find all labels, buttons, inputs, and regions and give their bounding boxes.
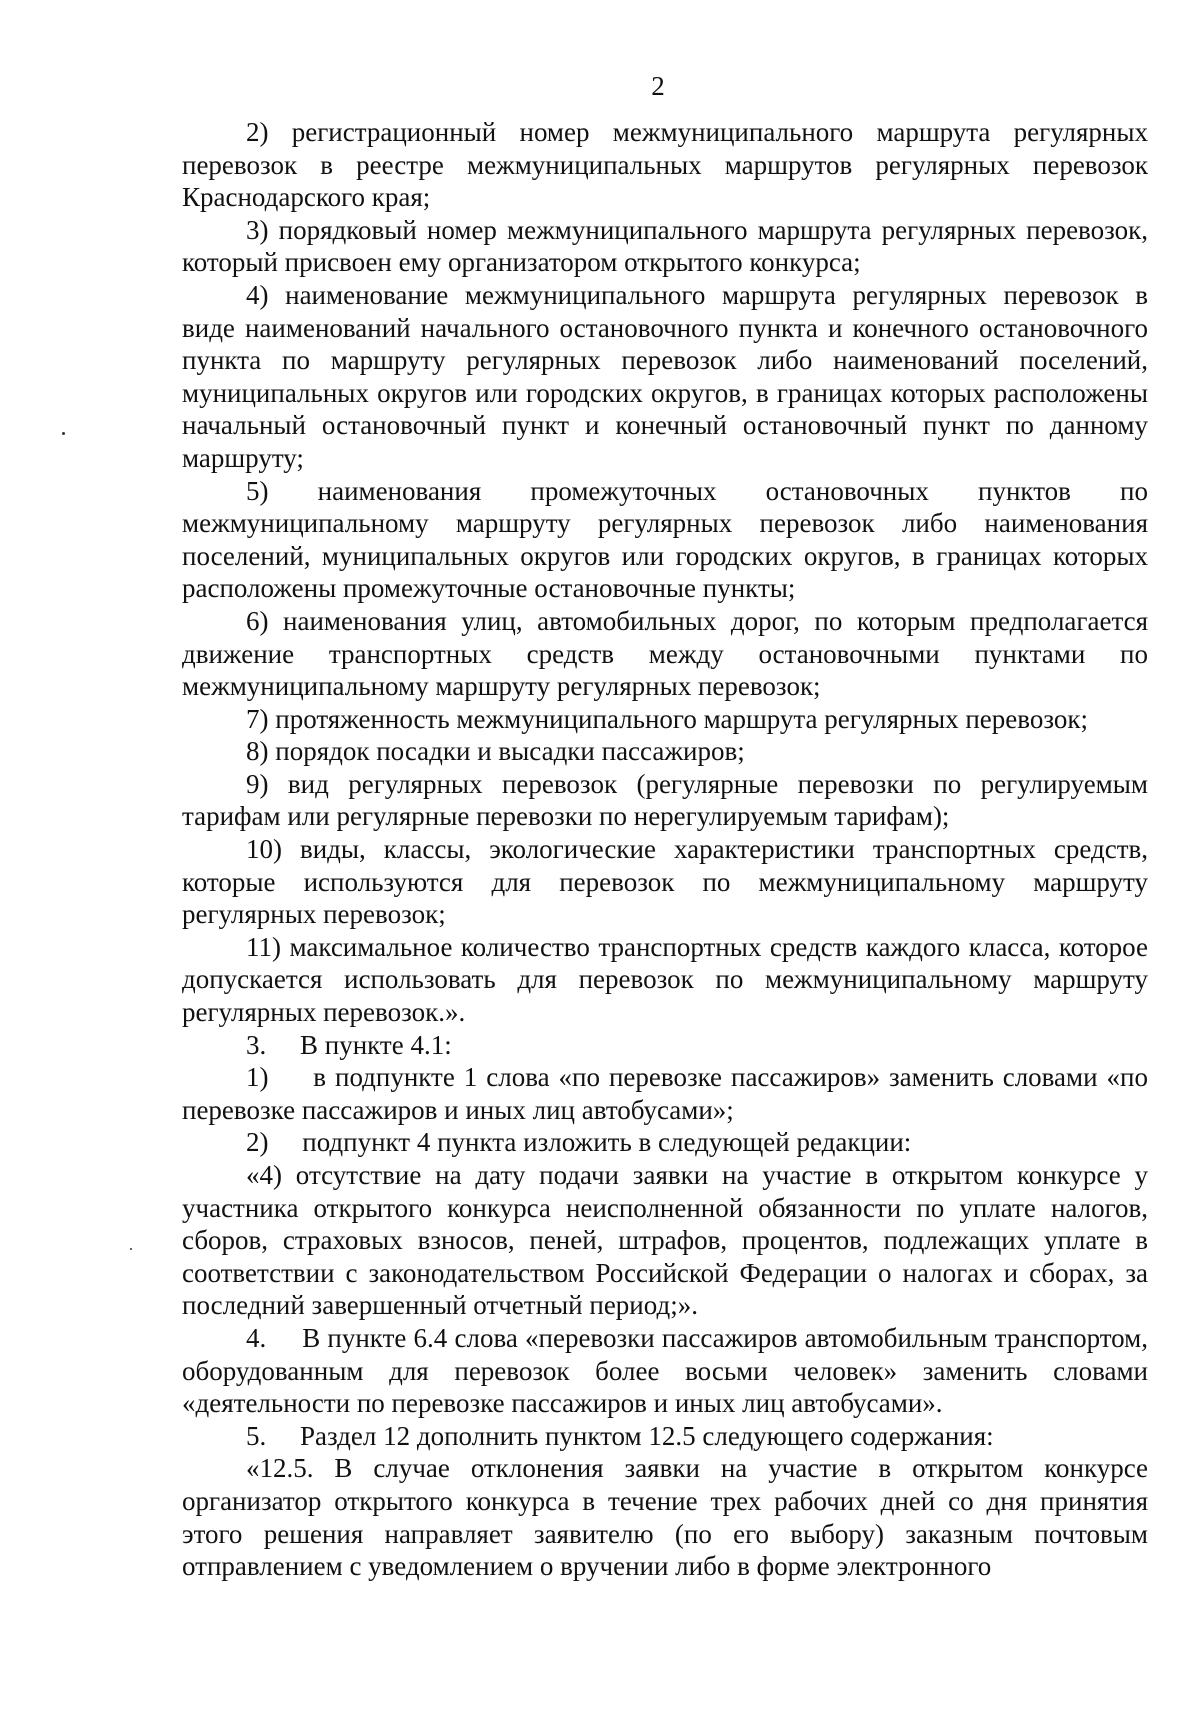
scan-speck xyxy=(130,1248,132,1250)
quoted-subpoint-4: «4) отсутствие на дату подачи заявки на участие в открытом конкурсе у участника открытого конкурса неисполненной обязанности по уплате налогов, сборов, страховых взносов, пеней, штрафов, процентов, подлежащих уплате в соответствии с законодательством Российской Федерации о налогах и сборах, за последний завершенный отчетный период;». xyxy=(182,1160,1148,1321)
scan-speck xyxy=(62,432,65,435)
paragraph-item-9: 9) вид регулярных перевозок (регулярные перевозки по регулируемым тарифам или регулярные перевозки по нерегулируемым тарифам); xyxy=(182,768,1148,832)
quoted-point-12-5: «12.5. В случае отклонения заявки на участие в открытом конкурсе организатор открытого конкурса в течение трех рабочих дней со дня принятия этого решения направляет заявителю (по его выбору) заказным почтовым отправлением с уведомлением о вручении либо в форме электронного xyxy=(182,1453,1148,1582)
paragraph-item-11: 11) максимальное количество транспортных средств каждого класса, которое допускается использовать для перевозок по межмуниципальному маршруту регулярных перевозок.». xyxy=(182,931,1148,1028)
section-5-heading: 5. Раздел 12 дополнить пунктом 12.5 следующего содержания: xyxy=(246,1420,994,1451)
section-3-heading: 3. В пункте 4.1: xyxy=(246,1029,452,1060)
paragraph-item-6: 6) наименования улиц, автомобильных дорог, по которым предполагается движение транспортных средств между остановочными пунктами по межмуниципальному маршруту регулярных перевозок; xyxy=(182,605,1148,702)
section-3-subitem-2: 2) подпункт 4 пункта изложить в следующей редакции: xyxy=(246,1127,912,1158)
document-body xyxy=(182,116,1155,1583)
section-4-paragraph: 4. В пункте 6.4 слова «перевозки пассажиров автомобильным транспортом, оборудованным для перевозок более восьми человек» заменить словами «деятельности по перевозке пассажиров и иных лиц автобусами». xyxy=(182,1322,1155,1419)
section-3-subitem-1: 1) в подпункте 1 слова «по перевозке пассажиров» заменить словами «по перевозке пассажиров и иных лиц автобусами»; xyxy=(182,1062,1155,1125)
page-number: 2 xyxy=(651,71,665,101)
paragraph-item-8: 8) порядок посадки и высадки пассажиров; xyxy=(246,736,745,767)
paragraph-item-2: 2) регистрационный номер межмуниципального маршрута регулярных перевозок в реестре межмуниципальных маршрутов регулярных перевозок Краснодарского края; xyxy=(182,117,1148,213)
paragraph-item-7: 7) протяженность межмуниципального маршрута регулярных перевозок; xyxy=(246,703,1088,734)
paragraph-item-4: 4) наименование межмуниципального маршрута регулярных перевозок в виде наименований начального остановочного пункта и конечного остановочного пункта по маршруту регулярных перевозок либо наименований поселений, муниципальных округов или городских округов, в границах которых расположены начальный остановочный пункт и конечный остановочный пункт по данному маршруту; xyxy=(182,279,1148,473)
paragraph-item-10: 10) виды, классы, экологические характеристики транспортных средств, которые используются для перевозок по межмуниципальному маршруту регулярных перевозок; xyxy=(182,834,1148,930)
paragraph-item-3: 3) порядковый номер межмуниципального маршрута регулярных перевозок, который присвоен ему организатором открытого конкурса; xyxy=(182,214,1148,278)
paragraph-item-5: 5) наименования промежуточных остановочных пунктов по межмуниципальному маршруту регулярных перевозок либо наименования поселений, муниципальных округов или городских округов, в границах которых расположены промежуточные остановочные пункты; xyxy=(182,475,1148,604)
